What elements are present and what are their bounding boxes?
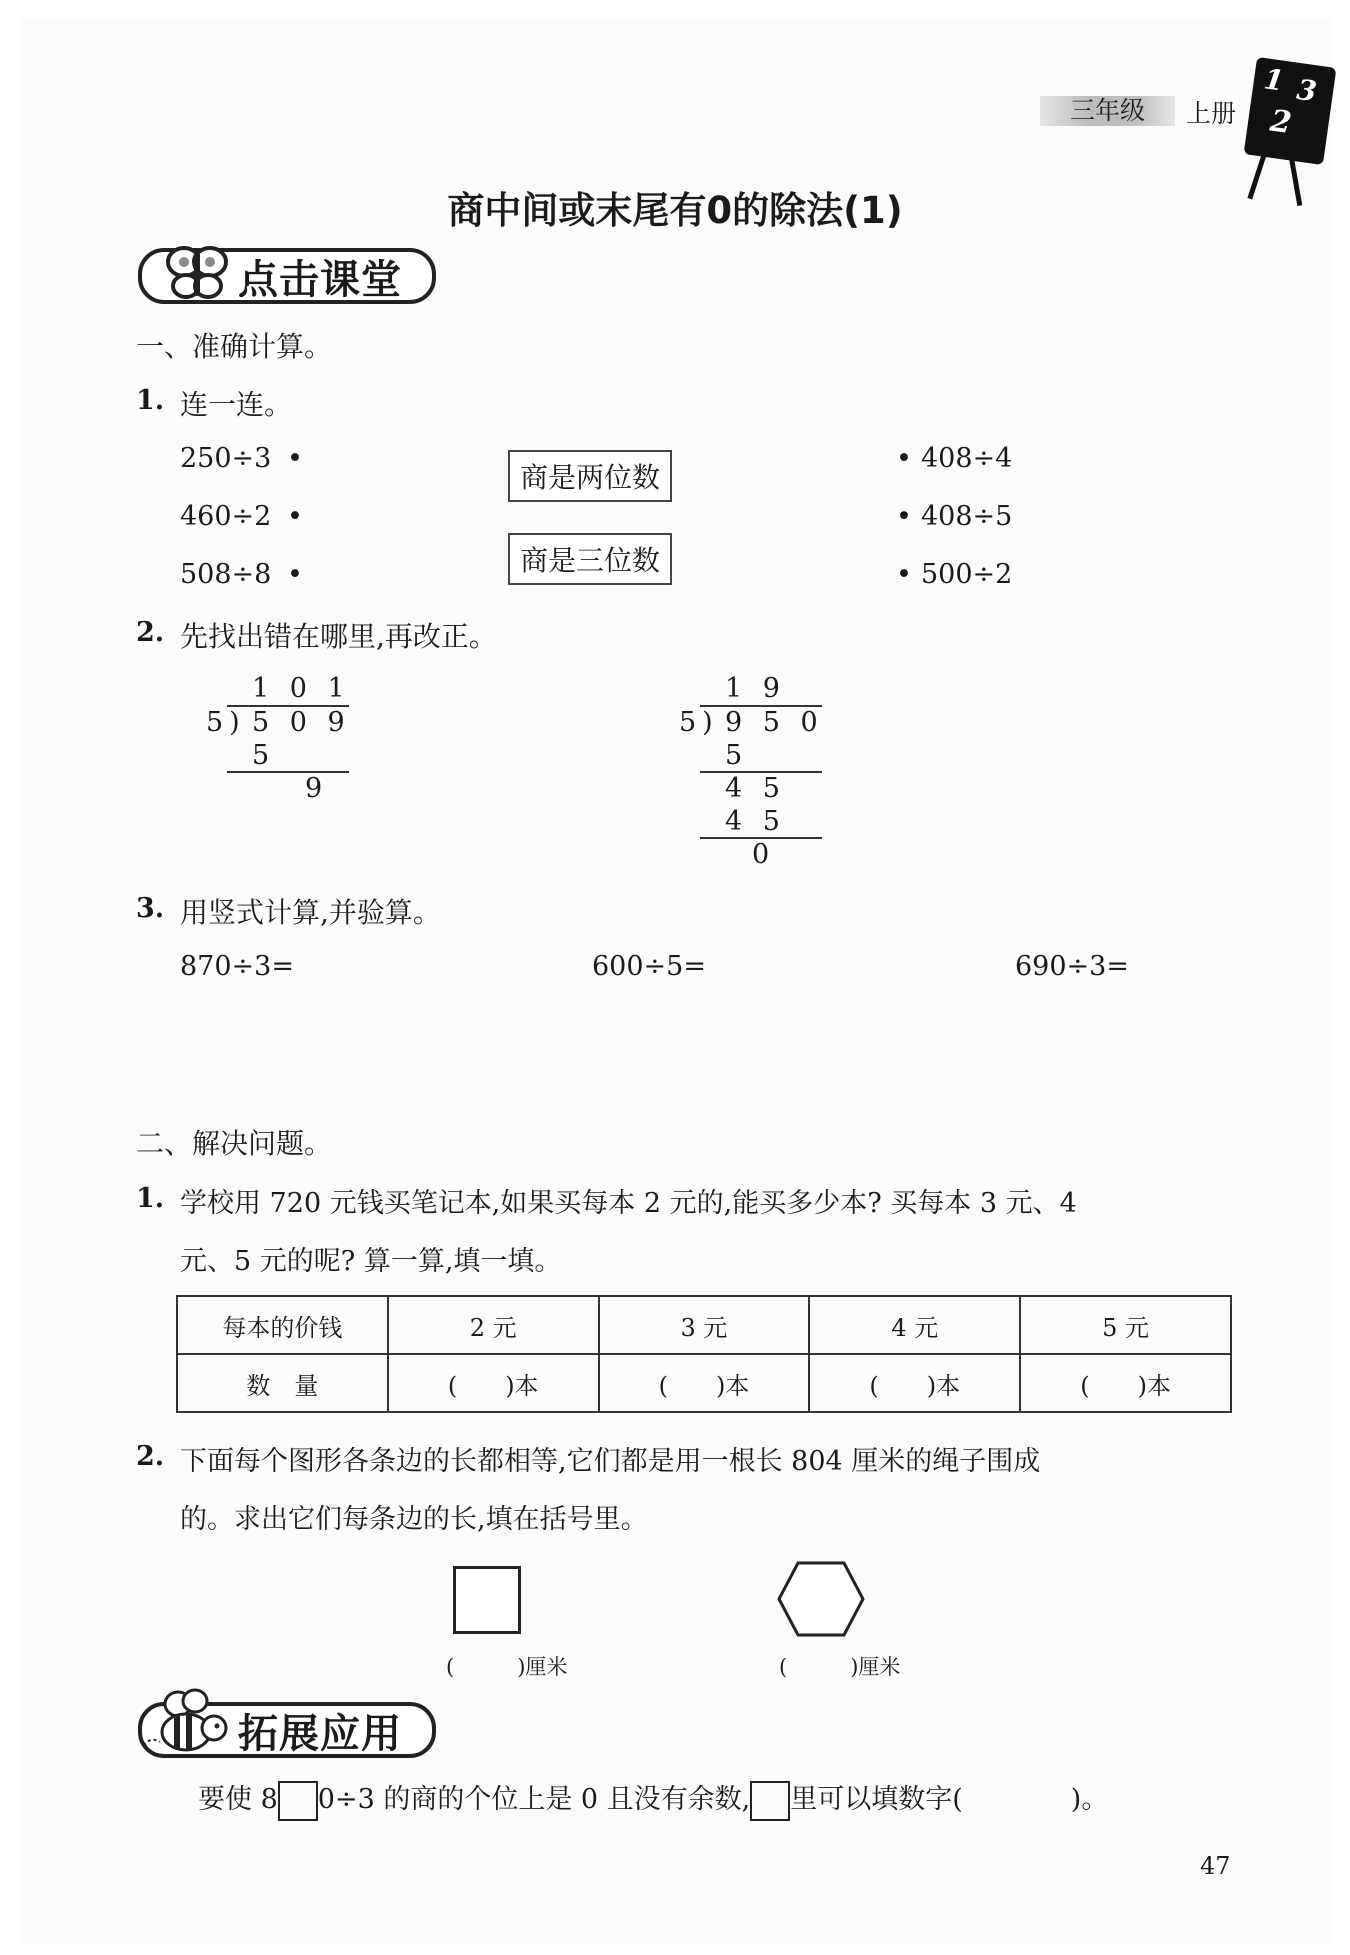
table-row bbox=[177, 1354, 1231, 1412]
page-number: 47 bbox=[1200, 1852, 1231, 1880]
question-number: 3. bbox=[136, 893, 165, 924]
price-table bbox=[176, 1295, 1232, 1413]
butterfly-icon bbox=[162, 238, 232, 312]
side-length-answer[interactable]: ( )厘米 bbox=[779, 1655, 901, 1679]
section-heading: 二、解决问题。 bbox=[136, 1127, 333, 1160]
partial-product: 4 5 bbox=[725, 806, 786, 837]
section-heading: 一、准确计算。 bbox=[136, 330, 333, 363]
question-text: 连一连。 bbox=[180, 388, 293, 421]
divisor: 5) bbox=[206, 707, 246, 738]
extension-text: 要使 8 bbox=[198, 1784, 278, 1815]
expression: 500÷2 bbox=[921, 559, 1013, 590]
partial-product: 5 bbox=[252, 740, 276, 771]
question-number: 2. bbox=[136, 1441, 165, 1472]
extension-question bbox=[198, 1777, 1108, 1821]
divisor: 5) bbox=[679, 707, 719, 738]
chalkboard-logo bbox=[1244, 57, 1337, 165]
calculation-expression: 870÷3= bbox=[180, 951, 294, 982]
question-number: 1. bbox=[136, 385, 165, 416]
question-number: 1. bbox=[136, 1183, 165, 1214]
expression: 408÷4 bbox=[921, 443, 1013, 474]
table-header-cell: 2 元 bbox=[388, 1296, 599, 1354]
bee-icon bbox=[140, 1686, 235, 1764]
connect-dot[interactable]: • bbox=[287, 559, 303, 590]
answer-cell[interactable]: ( )本 bbox=[388, 1354, 599, 1412]
answer-cell[interactable]: ( )本 bbox=[1020, 1354, 1231, 1412]
extension-text: 里可以填数字( )。 bbox=[790, 1784, 1109, 1815]
term-label: 上册 bbox=[1186, 99, 1237, 128]
category-box[interactable]: 商是两位数 bbox=[508, 450, 672, 502]
quotient: 1 0 1 bbox=[252, 673, 351, 704]
question-text: 元、5 元的呢? 算一算,填一填。 bbox=[180, 1246, 562, 1277]
subtraction-line bbox=[227, 771, 349, 773]
quotient: 1 9 bbox=[725, 673, 786, 704]
question-text: 先找出错在哪里,再改正。 bbox=[180, 620, 497, 653]
expression: 508÷8 bbox=[180, 559, 272, 590]
connect-dot[interactable]: • bbox=[896, 559, 912, 590]
logo-digit-2: 2 bbox=[1268, 103, 1294, 142]
table-header-cell: 3 元 bbox=[599, 1296, 810, 1354]
table-row bbox=[177, 1296, 1231, 1354]
connect-dot[interactable]: • bbox=[896, 501, 912, 532]
table-row-label: 数 量 bbox=[177, 1354, 388, 1412]
answer-cell[interactable]: ( )本 bbox=[809, 1354, 1020, 1412]
section-banner-title: 点击课堂 bbox=[238, 257, 402, 303]
logo-digit-3: 3 bbox=[1294, 72, 1319, 109]
calculation-expression: 600÷5= bbox=[592, 951, 706, 982]
question-text: 用竖式计算,并验算。 bbox=[180, 896, 441, 929]
question-text: 的。求出它们每条边的长,填在括号里。 bbox=[180, 1504, 648, 1535]
digit-box[interactable] bbox=[750, 1781, 790, 1821]
extension-text: 0÷3 的商的个位上是 0 且没有余数, bbox=[317, 1784, 751, 1815]
answer-cell[interactable]: ( )本 bbox=[599, 1354, 810, 1412]
remainder: 0 bbox=[752, 839, 776, 870]
page-title: 商中间或末尾有0的除法(1) bbox=[447, 189, 903, 232]
expression: 408÷5 bbox=[921, 501, 1013, 532]
digit-box[interactable] bbox=[278, 1781, 318, 1821]
expression: 250÷3 bbox=[180, 443, 272, 474]
table-header-cell: 5 元 bbox=[1020, 1296, 1231, 1354]
table-header-cell: 4 元 bbox=[809, 1296, 1020, 1354]
section-banner-title: 拓展应用 bbox=[238, 1711, 402, 1757]
dividend: 5 0 9 bbox=[252, 707, 351, 738]
side-length-answer[interactable]: ( )厘米 bbox=[446, 1655, 568, 1679]
table-header-cell: 每本的价钱 bbox=[177, 1296, 388, 1354]
hexagon-shape bbox=[776, 1560, 866, 1642]
connect-dot[interactable]: • bbox=[896, 443, 912, 474]
partial-product: 5 bbox=[725, 740, 749, 771]
calculation-expression: 690÷3= bbox=[1015, 951, 1129, 982]
logo-digit-1: 1 bbox=[1261, 62, 1286, 98]
question-text: 下面每个图形各条边的长都相等,它们都是用一根长 804 厘米的绳子围成 bbox=[180, 1446, 1041, 1477]
category-box[interactable]: 商是三位数 bbox=[508, 533, 672, 585]
dividend: 9 5 0 bbox=[725, 707, 824, 738]
question-number: 2. bbox=[136, 617, 165, 648]
connect-dot[interactable]: • bbox=[287, 501, 303, 532]
question-text: 学校用 720 元钱买笔记本,如果买每本 2 元的,能买多少本? 买每本 3 元、4 bbox=[180, 1188, 1077, 1219]
grade-label: 三年级 bbox=[1040, 96, 1175, 126]
partial-remainder: 4 5 bbox=[725, 773, 786, 804]
remainder: 9 bbox=[305, 773, 329, 804]
square-shape bbox=[453, 1566, 521, 1634]
connect-dot[interactable]: • bbox=[287, 443, 303, 474]
expression: 460÷2 bbox=[180, 501, 272, 532]
